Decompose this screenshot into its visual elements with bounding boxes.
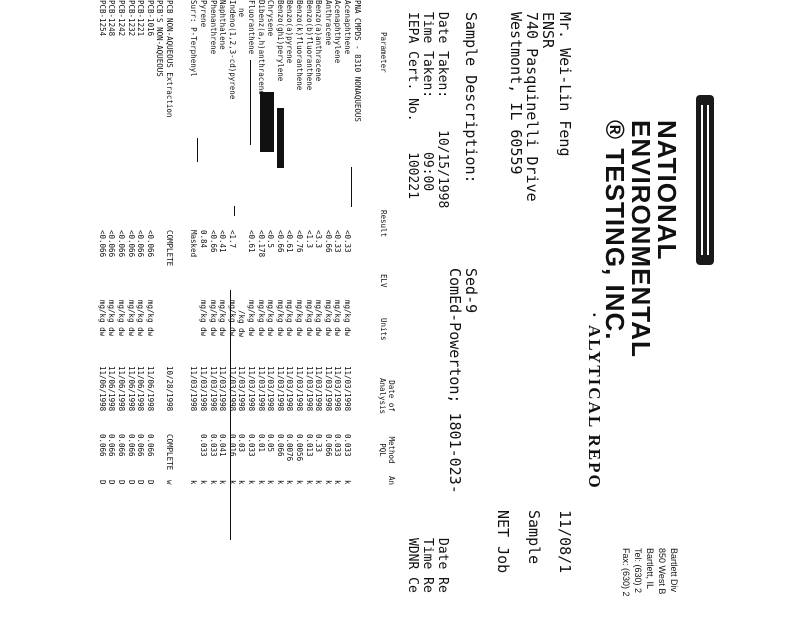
date-taken-label: Date Taken: bbox=[435, 12, 450, 99]
table-cell: 11/06/1998 bbox=[126, 366, 136, 412]
table-cell: 11/03/1998 bbox=[304, 366, 314, 412]
table-cell: D bbox=[136, 480, 146, 485]
address-line: Fax: (630) 2 bbox=[621, 548, 631, 597]
table-cell: mg/kg dw bbox=[314, 300, 324, 337]
table-cell: <3.3 bbox=[314, 230, 324, 249]
time-taken-label: Time Taken: bbox=[420, 12, 435, 99]
header-parameter: Parameter bbox=[379, 32, 388, 73]
table-cell: D bbox=[117, 480, 127, 485]
redaction-line bbox=[351, 167, 352, 207]
table-cell: 0.0056 bbox=[295, 434, 305, 462]
client-name: Mr. Wei-Lin Feng bbox=[556, 12, 574, 157]
table-cell: mg/kg dw bbox=[323, 300, 333, 337]
table-cell: 11/03/1998 bbox=[323, 366, 333, 412]
company-name-line2: ENVIRONMENTAL bbox=[626, 120, 656, 358]
header-result: Result bbox=[379, 210, 388, 238]
table-cell: k bbox=[266, 480, 276, 485]
column-pql-pcb bbox=[97, 434, 174, 470]
time-taken-value: 09:00 bbox=[420, 152, 435, 192]
table-cell: 11/06/1998 bbox=[97, 366, 107, 412]
table-cell: Acenaphthene bbox=[343, 0, 352, 55]
table-cell: PCB-1242 bbox=[117, 0, 127, 37]
table-cell: 0.066 bbox=[136, 434, 146, 457]
table-cell: 0.03 bbox=[237, 434, 247, 453]
table-cell: 0.066 bbox=[145, 434, 155, 457]
table-cell: 11/03/1998 bbox=[285, 366, 295, 412]
table-cell: mg/kg dw bbox=[136, 300, 146, 337]
table-cell: 0.066 bbox=[107, 434, 117, 457]
table-cell: mg/kg dw bbox=[107, 300, 117, 337]
table-cell: PCB-1232 bbox=[126, 0, 136, 37]
table-cell: <0.33 bbox=[343, 230, 352, 253]
table-cell: 0.066 bbox=[323, 434, 333, 457]
table-cell: 0.013 bbox=[304, 434, 314, 457]
table-cell: COMPLETE bbox=[165, 230, 174, 267]
table-cell: <0.61 bbox=[285, 230, 295, 253]
table-cell: 11/03/1998 bbox=[275, 366, 285, 412]
table-cell: k bbox=[275, 480, 285, 485]
table-cell: COMPLETE bbox=[165, 434, 174, 471]
table-cell: Anthracene bbox=[323, 0, 333, 46]
table-cell bbox=[155, 230, 165, 266]
table-cell: 0.066 bbox=[126, 434, 136, 457]
table-cell: k bbox=[343, 480, 352, 485]
table-cell: PCB NON-AQUEOUS Extraction bbox=[165, 0, 174, 118]
table-cell: Benzo(b)fluoranthene bbox=[304, 0, 314, 91]
table-cell: k bbox=[247, 480, 257, 485]
table-cell: 11/03/1998 bbox=[295, 366, 305, 412]
table-cell: PCB-1254 bbox=[97, 0, 107, 37]
table-cell: mg/kg dw bbox=[266, 300, 276, 337]
table-cell: <0.5 bbox=[266, 230, 276, 249]
table-cell: k bbox=[323, 480, 333, 485]
table-cell: 11/06/1998 bbox=[136, 366, 146, 412]
column-an-pcb bbox=[97, 480, 174, 485]
table-cell: Benzo(k)fluoranthene bbox=[295, 0, 305, 91]
report-date: 11/08/1 bbox=[556, 510, 574, 574]
redaction-block bbox=[277, 108, 284, 168]
table-cell: 11/06/1998 bbox=[107, 366, 117, 412]
date-taken-value: 10/15/1998 bbox=[435, 130, 450, 209]
table-cell: D bbox=[97, 480, 107, 485]
table-cell: 0.033 bbox=[247, 434, 257, 457]
header-an: An bbox=[387, 476, 396, 486]
table-cell: 0.041 bbox=[218, 434, 228, 457]
company-logo-bar bbox=[696, 95, 714, 265]
table-cell: mg/kg dw bbox=[304, 300, 314, 337]
table-cell bbox=[237, 230, 247, 257]
table-cell: Dibenz(a,h)anthracene bbox=[256, 0, 266, 95]
table-cell: 11/06/1998 bbox=[117, 366, 127, 412]
column-result bbox=[189, 230, 352, 257]
table-cell: PCB-1221 bbox=[136, 0, 146, 37]
address-line: Bartlett Div bbox=[669, 548, 679, 593]
table-cell: k bbox=[199, 480, 209, 485]
table-cell: <0.76 bbox=[295, 230, 305, 253]
table-cell: PCB-1248 bbox=[107, 0, 117, 37]
sample-label: Sample bbox=[525, 510, 543, 565]
client-city: Westmont, IL 60559 bbox=[507, 12, 525, 175]
table-cell: Phenanthrene bbox=[208, 0, 218, 55]
column-date-pcb bbox=[97, 366, 174, 411]
table-cell: 0.066 bbox=[275, 434, 285, 457]
table-cell: ne bbox=[237, 8, 247, 18]
table-cell: <1.7 bbox=[227, 230, 237, 249]
header-units: Units bbox=[379, 318, 388, 341]
table-cell: 11/03/1998 bbox=[208, 366, 218, 412]
table-cell: mg/kg dw bbox=[227, 300, 237, 337]
header-date-of-analysis: Date of Analysis bbox=[378, 377, 396, 415]
table-cell: k bbox=[304, 480, 314, 485]
column-units bbox=[189, 300, 352, 337]
table-cell: 11/03/1998 bbox=[343, 366, 352, 412]
table-cell: <0.61 bbox=[247, 230, 257, 253]
table-cell: 0.033 bbox=[333, 434, 343, 457]
table-cell: <0.066 bbox=[107, 230, 117, 258]
table-cell: mg/kg dw bbox=[333, 300, 343, 337]
redaction-line bbox=[197, 138, 198, 162]
table-cell: Naphthalene bbox=[218, 0, 228, 50]
column-units-pcb bbox=[97, 300, 174, 336]
company-name-line3: ® TESTING, INC. bbox=[600, 120, 630, 341]
table-cell: <0.33 bbox=[333, 230, 343, 253]
table-cell: w bbox=[165, 480, 174, 485]
table-cell bbox=[189, 434, 199, 461]
table-cell: 11/03/1998 bbox=[227, 366, 237, 412]
table-cell: D bbox=[126, 480, 136, 485]
table-cell: mg/kg dw bbox=[285, 300, 295, 337]
table-cell: Acenaphthylene bbox=[333, 0, 343, 64]
table-cell: Pyrene bbox=[199, 0, 209, 28]
table-cell: PCB-1016 bbox=[145, 0, 155, 37]
header-method-pql: Method PQL bbox=[378, 436, 396, 464]
table-cell: mg/kg dw bbox=[256, 300, 266, 337]
table-cell bbox=[164, 300, 174, 336]
wdnr-cert-label: WDNR Ce bbox=[405, 538, 420, 593]
table-cell: 10/28/1998 bbox=[165, 366, 174, 412]
table-cell bbox=[189, 300, 199, 337]
table-cell: 11/03/1998 bbox=[247, 366, 257, 412]
table-cell: k bbox=[237, 480, 247, 485]
table-cell: 0.033 bbox=[199, 434, 209, 457]
table-cell: 11/03/1998 bbox=[237, 366, 247, 412]
table-cell: 0.84 bbox=[199, 230, 209, 249]
company-address bbox=[620, 548, 680, 597]
table-cell: Benzo(ghi)perylene bbox=[275, 0, 285, 82]
table-cell: 0.033 bbox=[208, 434, 218, 457]
table-cell: <0.066 bbox=[136, 230, 146, 258]
table-cell: mg/kg dw bbox=[126, 300, 136, 337]
table-cell: 11/03/1998 bbox=[189, 366, 199, 412]
table-cell: <0.066 bbox=[145, 230, 155, 258]
time-received-label: Time Re bbox=[420, 538, 435, 593]
column-parameter bbox=[189, 0, 352, 99]
column-date bbox=[189, 366, 352, 411]
table-cell: Surr: P-Terphenyl bbox=[189, 0, 199, 77]
column-parameter-pcb bbox=[97, 0, 174, 117]
table-cell: mg/kg dw bbox=[247, 300, 257, 337]
table-cell: k bbox=[285, 480, 295, 485]
table-cell: 11/03/1998 bbox=[199, 366, 209, 412]
table-cell: 11/03/1998 bbox=[314, 366, 324, 412]
table-cell bbox=[155, 366, 165, 411]
table-cell: <0.66 bbox=[323, 230, 333, 253]
table-cell: <0.66 bbox=[208, 230, 218, 253]
table-cell: D bbox=[145, 480, 155, 485]
table-cell: 11/03/1998 bbox=[266, 366, 276, 412]
iepa-cert-value: 100221 bbox=[405, 152, 420, 199]
table-cell bbox=[155, 434, 165, 470]
table-cell: k bbox=[208, 480, 218, 485]
table-cell: <0.66 bbox=[275, 230, 285, 253]
table-cell: mg/kg dw bbox=[145, 300, 155, 337]
table-cell: <0.066 bbox=[97, 230, 107, 258]
table-cell: k bbox=[189, 480, 199, 485]
section-pna-title: PNA CMPDS - 8310 NONAQUEOUS bbox=[353, 0, 362, 122]
table-cell: 0.01 bbox=[256, 434, 266, 453]
table-cell: 11/03/1998 bbox=[218, 366, 228, 412]
table-cell: mg/kg dw bbox=[218, 300, 228, 337]
table-cell: PCB'S NON-AQUEOUS bbox=[155, 0, 165, 77]
table-cell: mg/kg dw bbox=[117, 300, 127, 337]
table-cell bbox=[155, 480, 165, 485]
table-cell: mg/kg dw bbox=[97, 300, 107, 337]
table-cell: 0.05 bbox=[266, 434, 276, 453]
report-title: · ALYTICAL REPO bbox=[585, 312, 604, 490]
address-line: 850 West B bbox=[657, 548, 667, 595]
table-cell: k bbox=[218, 480, 228, 485]
table-cell: mg/kg dw bbox=[275, 300, 285, 337]
table-cell: <0.41 bbox=[218, 230, 228, 253]
sample-description-value2: ComEd-Powerton; 1801-023- bbox=[446, 268, 464, 494]
table-cell: 0.016 bbox=[227, 434, 237, 457]
table-cell: Indeno(1,2,3-cd)pyrene bbox=[227, 0, 237, 100]
table-cell: k bbox=[295, 480, 305, 485]
table-cell: Fluoranthene bbox=[247, 0, 257, 55]
table-cell: mg/kg dw bbox=[343, 300, 352, 337]
table-cell: 0.033 bbox=[343, 434, 352, 457]
table-cell: Masked bbox=[189, 230, 199, 258]
table-cell: mg/kg dw bbox=[199, 300, 209, 337]
table-cell: <0.178 bbox=[256, 230, 266, 258]
table-cell: 11/03/1998 bbox=[333, 366, 343, 412]
table-cell: mg/kg dw bbox=[295, 300, 305, 337]
iepa-cert-label: IEPA Cert. No. bbox=[405, 12, 420, 122]
strike-line bbox=[234, 206, 235, 216]
company-name-line1: NATIONAL bbox=[652, 120, 682, 261]
table-cell: <0.066 bbox=[126, 230, 136, 258]
table-cell: D bbox=[107, 480, 117, 485]
table-cell: Benzo(a)pyrene bbox=[285, 0, 295, 64]
header-elv: ELV bbox=[379, 274, 388, 288]
table-cell bbox=[155, 300, 165, 336]
table-cell: 11/06/1998 bbox=[145, 366, 155, 412]
column-an bbox=[189, 480, 352, 485]
column-pql bbox=[189, 434, 352, 461]
column-result-pcb bbox=[97, 230, 174, 266]
client-dept: ENSR bbox=[539, 12, 557, 49]
table-cell: Benzo(a)anthracene bbox=[314, 0, 324, 82]
table-cell: k bbox=[333, 480, 343, 485]
table-cell: <0.066 bbox=[117, 230, 127, 258]
table-cell: mg/kg dw bbox=[208, 300, 218, 337]
sample-description-label: Sample Description: bbox=[462, 12, 480, 184]
table-cell: 0.33 bbox=[314, 434, 324, 453]
table-cell: /kg dw bbox=[237, 310, 247, 338]
client-street: 740 Pasquinelli Drive bbox=[523, 12, 541, 202]
table-cell: 0.066 bbox=[117, 434, 127, 457]
net-job-label: NET Job bbox=[494, 510, 512, 574]
sample-description-value: Sed-9 bbox=[462, 268, 480, 314]
table-cell: Chrysene bbox=[266, 0, 276, 37]
table-cell: 0.066 bbox=[97, 434, 107, 457]
table-cell: 0.0076 bbox=[285, 434, 295, 462]
table-cell: k bbox=[256, 480, 266, 485]
address-line: Tel: (630) 2 bbox=[633, 548, 643, 594]
address-line: Bartlett, IL bbox=[645, 548, 655, 590]
table-cell: k bbox=[227, 480, 237, 485]
table-cell: k bbox=[314, 480, 324, 485]
table-cell: <1.3 bbox=[304, 230, 314, 249]
table-cell: 11/03/1998 bbox=[256, 366, 266, 412]
redaction-block bbox=[260, 92, 274, 152]
date-received-label: Date Re bbox=[435, 538, 450, 593]
